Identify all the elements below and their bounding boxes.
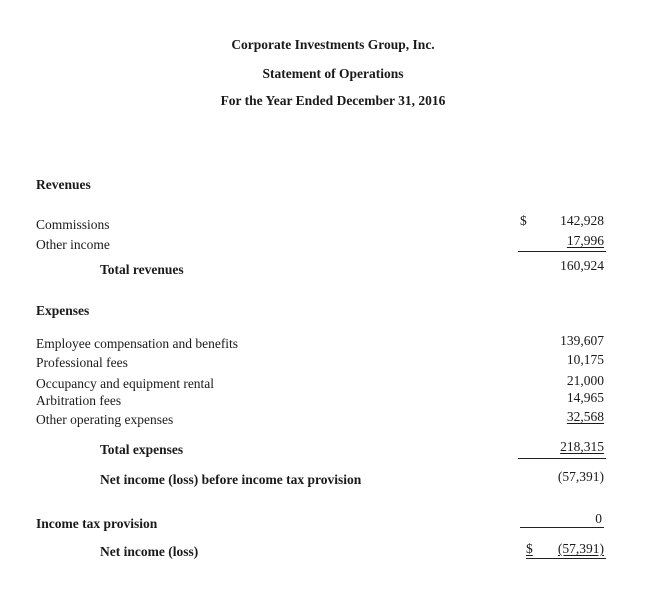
- line-label-employee-compensation: Employee compensation and benefits: [36, 336, 239, 351]
- line-label-arbitration-fees: Arbitration fees: [36, 393, 122, 408]
- line-value-commissions: 142,928: [560, 213, 604, 228]
- company-name: Corporate Investments Group, Inc.: [231, 37, 435, 52]
- revenues-subtotal-rule: [518, 251, 606, 252]
- expenses-total-rule: [518, 458, 606, 459]
- line-value-occupancy: 21,000: [566, 373, 604, 388]
- net-income-label: Net income (loss): [100, 544, 199, 559]
- line-label-professional-fees: Professional fees: [36, 355, 128, 370]
- pretax-income-label: Net income (loss) before income tax provision: [100, 472, 362, 487]
- total-revenues-label: Total revenues: [100, 262, 184, 277]
- line-label-other-income: Other income: [36, 237, 110, 252]
- pretax-income-value: (57,391): [557, 469, 604, 484]
- income-tax-rule: [520, 527, 604, 528]
- net-income-double-rule: [526, 558, 606, 559]
- statement-title: Statement of Operations: [262, 66, 404, 81]
- net-income-currency-symbol: $: [526, 541, 533, 556]
- line-label-occupancy: Occupancy and equipment rental: [36, 376, 215, 391]
- line-label-other-operating-expenses: Other operating expenses: [36, 412, 174, 427]
- income-tax-label: Income tax provision: [36, 516, 158, 531]
- line-value-employee-compensation: 139,607: [560, 333, 604, 348]
- line-value-other-income: 17,996: [566, 233, 604, 248]
- revenues-currency-symbol: $: [520, 213, 527, 228]
- expenses-heading: Expenses: [36, 303, 90, 318]
- statement-period: For the Year Ended December 31, 2016: [220, 93, 446, 108]
- line-value-professional-fees: 10,175: [566, 352, 604, 367]
- revenues-heading: Revenues: [36, 177, 91, 192]
- net-income-value: (57,391): [557, 541, 604, 556]
- total-expenses-label: Total expenses: [100, 442, 184, 457]
- line-value-other-operating-expenses: 32,568: [566, 409, 604, 424]
- income-tax-value: 0: [595, 511, 602, 526]
- total-expenses-value: 218,315: [560, 439, 604, 454]
- line-value-arbitration-fees: 14,965: [566, 390, 604, 405]
- line-label-commissions: Commissions: [36, 217, 110, 232]
- total-revenues-value: 160,924: [560, 258, 604, 273]
